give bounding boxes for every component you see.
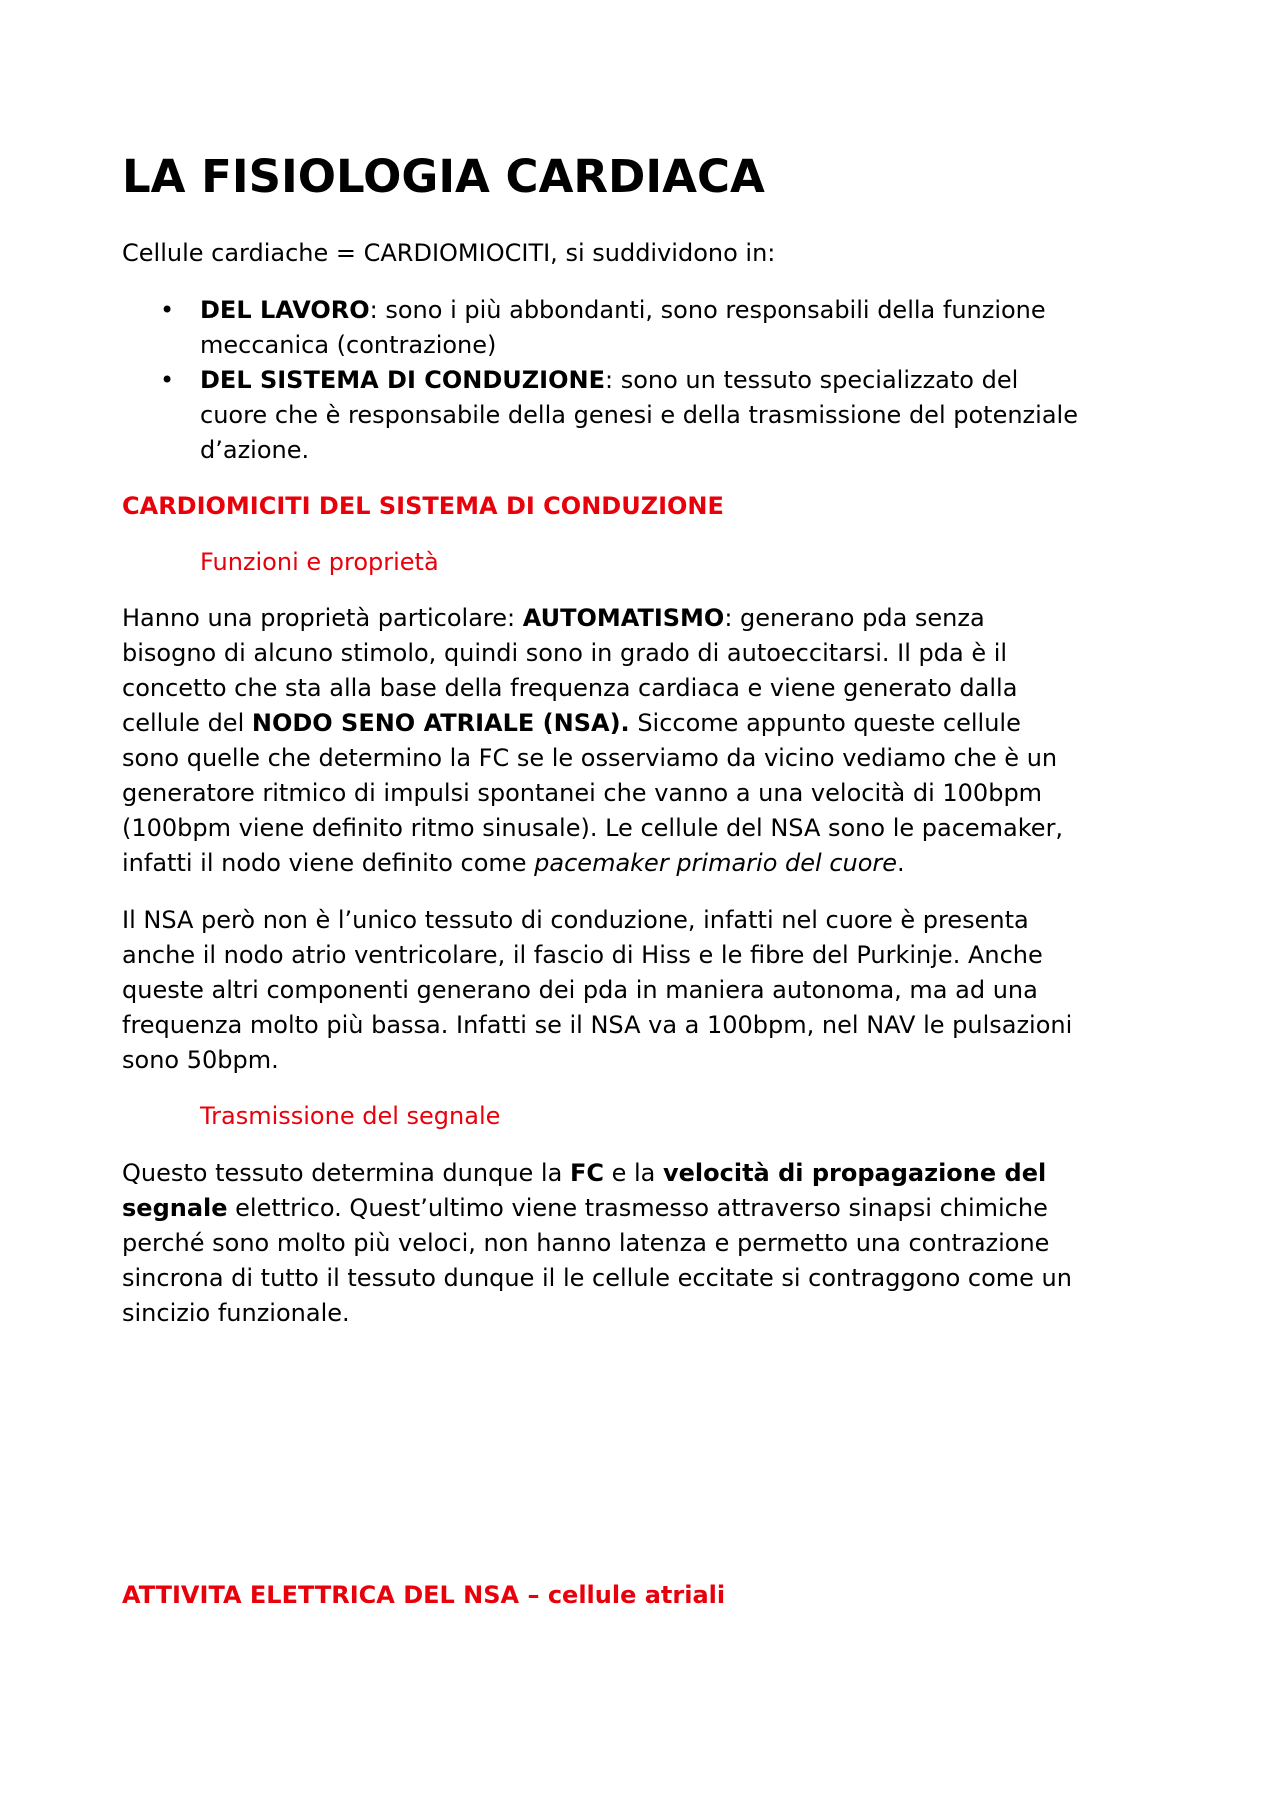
list-item: • DEL SISTEMA DI CONDUZIONE: sono un tessuto specializzato del cuore che è responsabile della genesi e della trasmissione del potenziale d’azione.: [122, 363, 1162, 468]
bullet-term: DEL LAVORO: [200, 296, 370, 324]
paragraph-automatism: Hanno una proprietà particolare: AUTOMATISMO: generano pda senza bisogno di alcuno stimolo, quindi sono in grado di autoeccitarsi. Il pda è il concetto che sta alla base della frequenza cardiaca e viene generato dalla cellule del NODO SENO ATRIALE (NSA). Siccome appunto queste cellule sono quelle che determino la FC se le osserviamo da vicino vediamo che è un generatore ritmico di impulsi spontanei che vanno a una velocità di 100bpm (100bpm viene definito ritmo sinusale). Le cellule del NSA sono le pacemaker, infatti il nodo viene definito come pacemaker primario del cuore.: [122, 604, 1064, 877]
intro-paragraph: Cellule cardiache = CARDIOMIOCITI, si suddividono in:: [122, 239, 776, 267]
subheading-functions: Funzioni e proprietà: [200, 548, 439, 576]
page-title: LA FISIOLOGIA CARDIACA: [122, 150, 765, 203]
bullet-term: DEL SISTEMA DI CONDUZIONE: [200, 366, 605, 394]
section-heading-nsa-activity: ATTIVITA ELETTRICA DEL NSA – cellule atriali: [122, 1581, 726, 1609]
bullet-icon: •: [160, 296, 175, 324]
cell-types-list: [122, 293, 1162, 468]
section-heading-conduction: CARDIOMICITI DEL SISTEMA DI CONDUZIONE: [122, 492, 724, 520]
bullet-icon: •: [160, 366, 175, 394]
paragraph-nsa: Il NSA però non è l’unico tessuto di conduzione, infatti nel cuore è presenta anche il nodo atrio ventricolare, il fascio di Hiss e le fibre del Purkinje. Anche queste altri componenti generano dei pda in maniera autonoma, ma ad una frequenza molto più bassa. Infatti se il NSA va a 100bpm, nel NAV le pulsazioni sono 50bpm.: [122, 906, 1073, 1074]
list-item: • DEL LAVORO: sono i più abbondanti, sono responsabili della funzione meccanica (contrazione): [122, 293, 1162, 363]
subheading-signal-transmission: Trasmissione del segnale: [200, 1102, 501, 1130]
paragraph-transmission: Questo tessuto determina dunque la FC e la velocità di propagazione del segnale elettrico. Quest’ultimo viene trasmesso attraverso sinapsi chimiche perché sono molto più veloci, non hanno latenza e permetto una contrazione sincrona di tutto il tessuto dunque il le cellule eccitate si contraggono come un sincizio funzionale.: [122, 1159, 1072, 1327]
